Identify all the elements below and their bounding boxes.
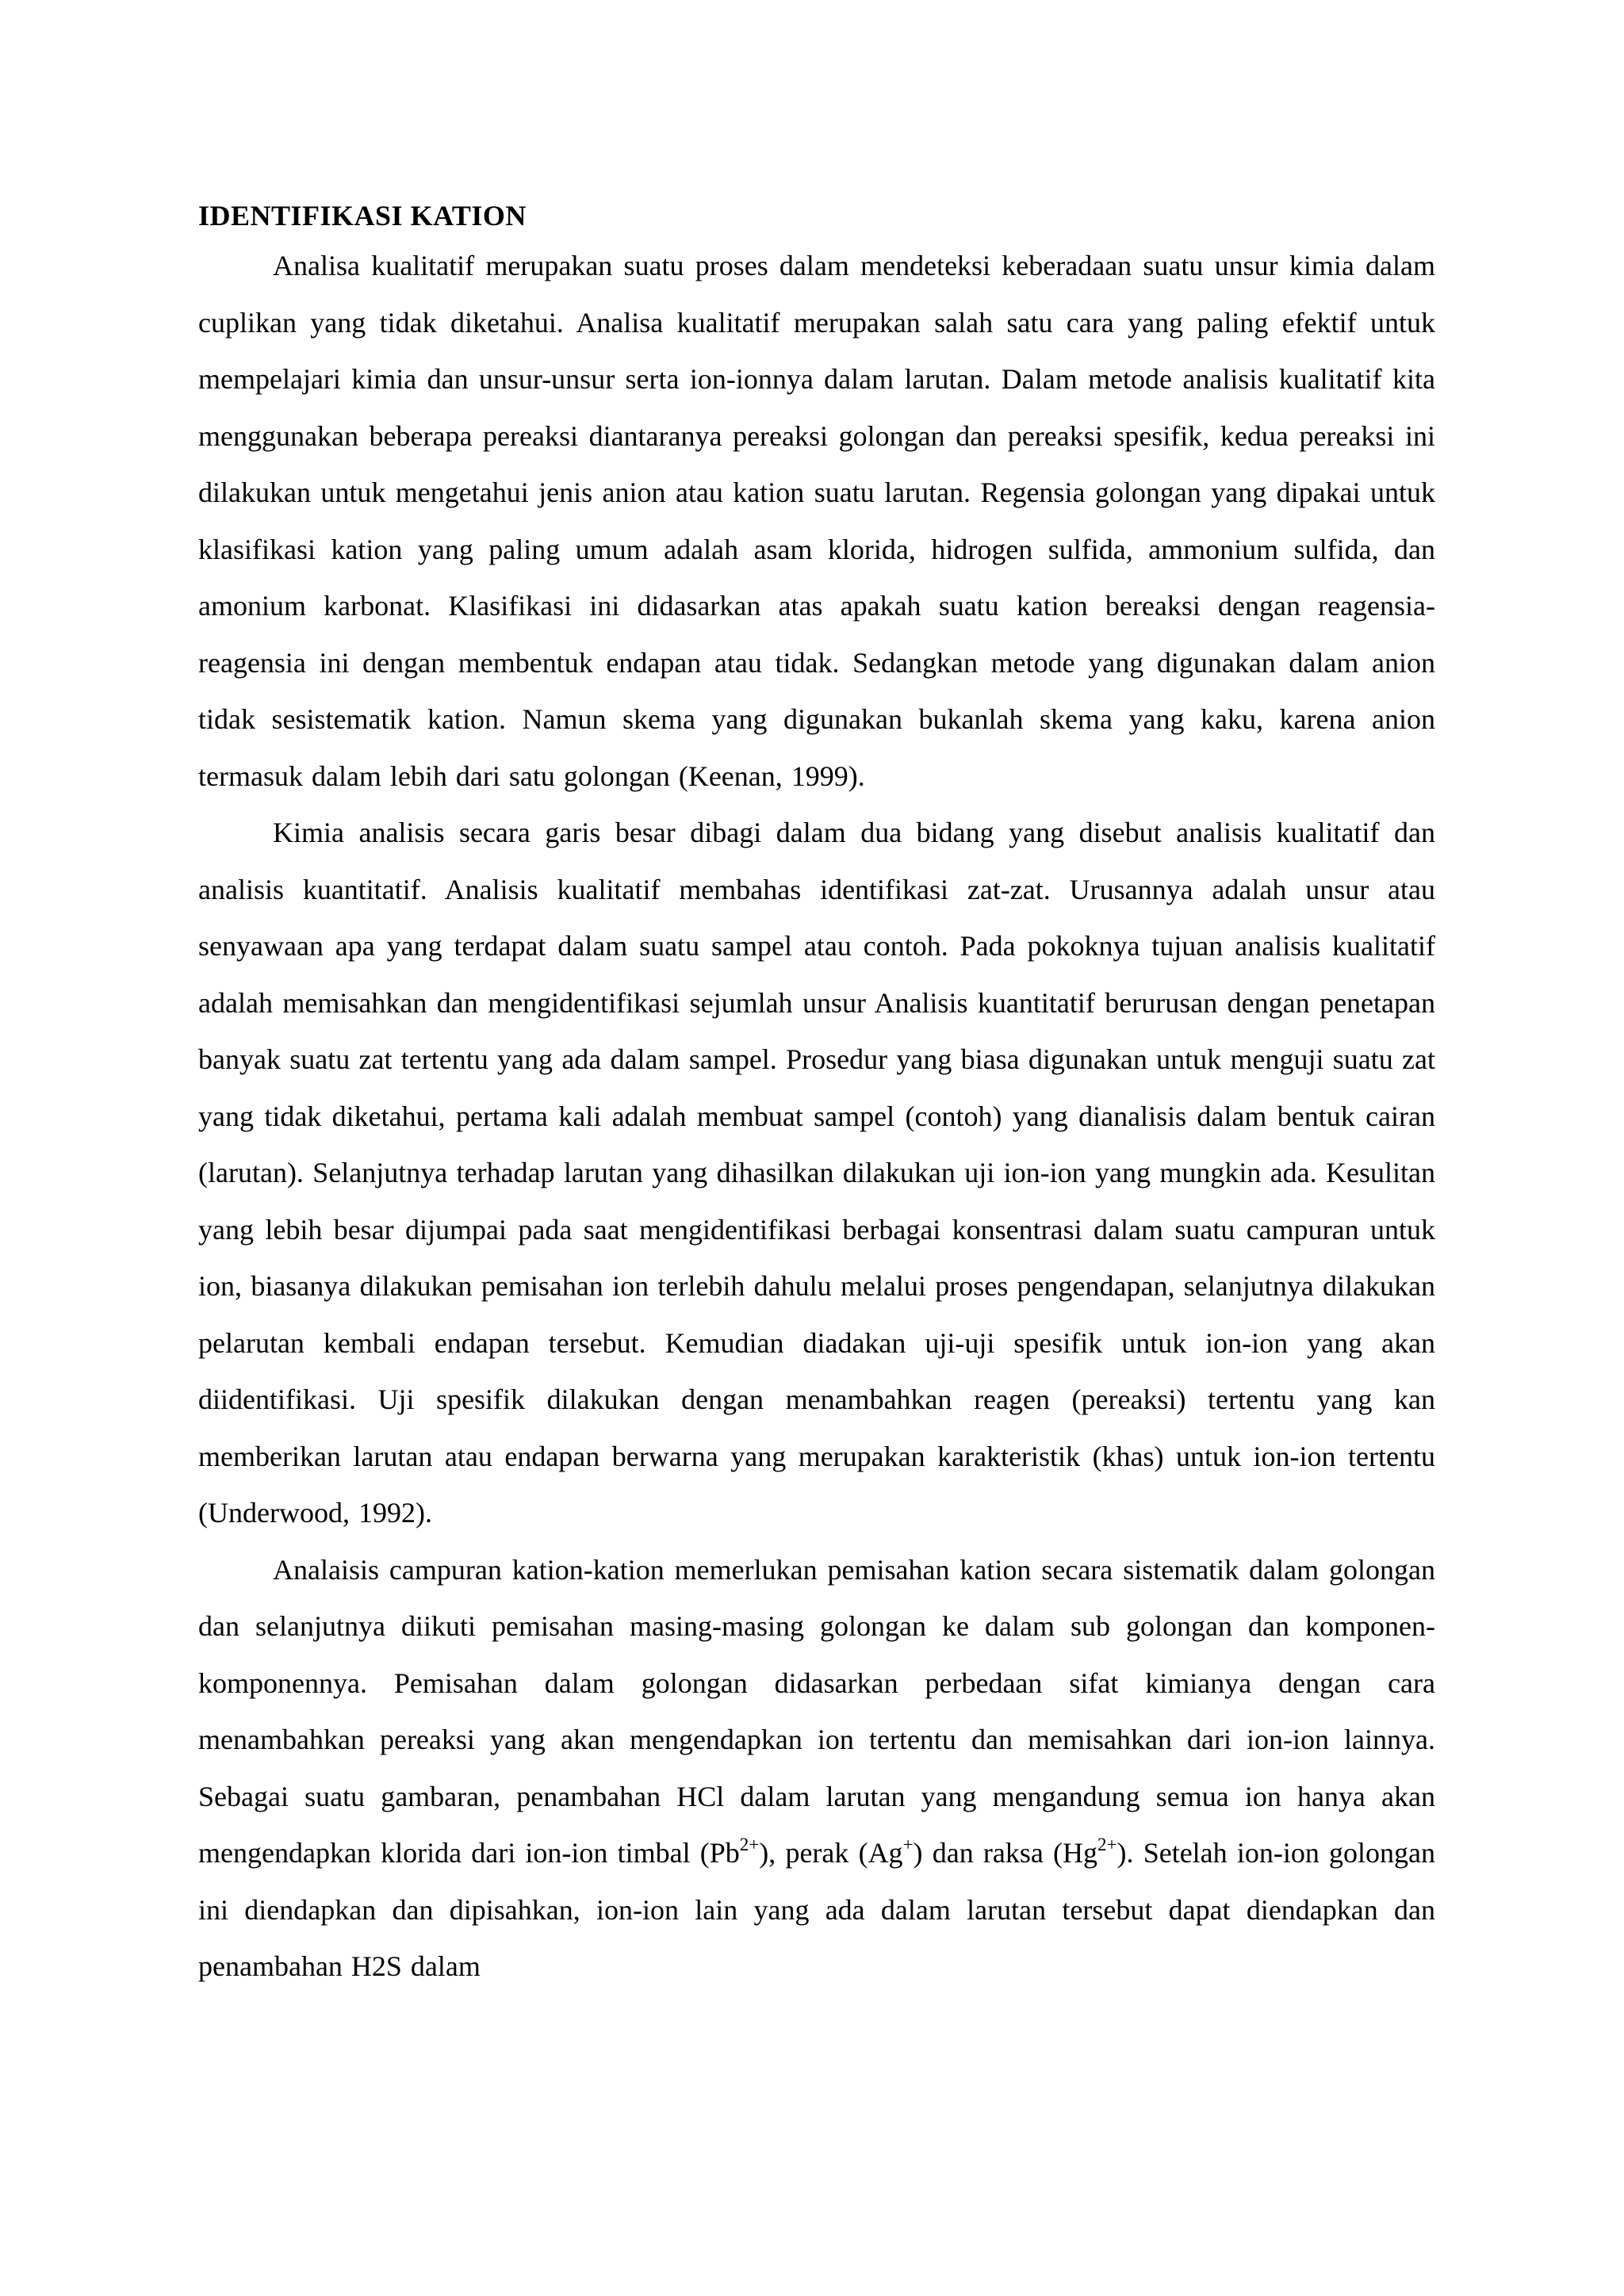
paragraph-3 <box>198 1542 1435 1996</box>
section-heading: IDENTIFIKASI KATION <box>198 200 527 232</box>
paragraph-2: Kimia analisis secara garis besar dibagi dalam dua bidang yang disebut analisis kualitatif dan analisis kuantitatif. Analisis kualitatif membahas identifikasi zat-zat. Urusannya adalah unsur atau senyawaan apa yang terdapat dalam suatu sampel atau contoh. Pada pokoknya tujuan analisis kualitatif adalah memisahkan dan mengidentifikasi sejumlah unsur Analisis kuantitatif berurusan dengan penetapan banyak suatu zat tertentu yang ada dalam sampel. Prosedur yang biasa digunakan untuk menguji suatu zat yang tidak diketahui, pertama kali adalah membuat sampel (contoh) yang dianalisis dalam bentuk cairan (larutan). Selanjutnya terhadap larutan yang dihasilkan dilakukan uji ion-ion yang mungkin ada. Kesulitan yang lebih besar dijumpai pada saat mengidentifikasi berbagai konsentrasi dalam suatu campuran untuk ion, biasanya dilakukan pemisahan ion terlebih dahulu melalui proses pengendapan, selanjutnya dilakukan pelarutan kembali endapan tersebut. Kemudian diadakan uji-uji spesifik untuk ion-ion yang akan diidentifikasi. Uji spesifik dilakukan dengan menambahkan reagen (pereaksi) tertentu yang kan memberikan larutan atau endapan berwarna yang merupakan karakteristik (khas) untuk ion-ion tertentu (Underwood, 1992). <box>198 817 1435 1529</box>
paragraph-3-text-1: Analaisis campuran kation-kation memerlukan pemisahan kation secara sistematik dalam golongan dan selanjutnya diikuti pemisahan masing-masing golongan ke dalam sub golongan dan komponen-komponennya. Pemisahan dalam golongan didasarkan perbedaan sifat kimianya dengan cara menambahkan pereaksi yang akan mengendapkan ion tertentu dan memisahkan dari ion-ion lainnya. Sebagai suatu gambaran, penambahan HCl dalam larutan yang mengandung semua ion hanya akan mengendapkan klorida dari ion-ion timbal (Pb <box>198 1553 1435 1869</box>
paragraph-1: Analisa kualitatif merupakan suatu proses dalam mendeteksi keberadaan suatu unsur kimia dalam cuplikan yang tidak diketahui. Analisa kualitatif merupakan salah satu cara yang paling efektif untuk mempelajari kimia dan unsur-unsur serta ion-ionnya dalam larutan. Dalam metode analisis kualitatif kita menggunakan beberapa pereaksi diantaranya pereaksi golongan dan pereaksi spesifik, kedua pereaksi ini dilakukan untuk mengetahui jenis anion atau kation suatu larutan. Regensia golongan yang dipakai untuk klasifikasi kation yang paling umum adalah asam klorida, hidrogen sulfida, ammonium sulfida, dan amonium karbonat. Klasifikasi ini didasarkan atas apakah suatu kation bereaksi dengan reagensia-reagensia ini dengan membentuk endapan atau tidak. Sedangkan metode yang digunakan dalam anion tidak sesistematik kation. Namun skema yang digunakan bukanlah skema yang kaku, karena anion termasuk dalam lebih dari satu golongan (Keenan, 1999). <box>198 250 1435 792</box>
paragraph-3-text-3: ) dan raksa (Hg <box>913 1837 1098 1869</box>
mercury-ion-charge: 2+ <box>1097 1835 1117 1854</box>
paragraph-3-text-4: ). Setelah ion-ion golongan ini diendapkan dan dipisahkan, ion-ion lain yang ada dalam larutan tersebut dapat diendapkan dan penambahan H2S dalam <box>198 1837 1435 1982</box>
document-body <box>198 193 1435 1996</box>
paragraph-3-text-2: ), perak (Ag <box>759 1837 903 1869</box>
silver-ion-charge: + <box>902 1835 914 1854</box>
lead-ion-charge: 2+ <box>739 1835 760 1854</box>
